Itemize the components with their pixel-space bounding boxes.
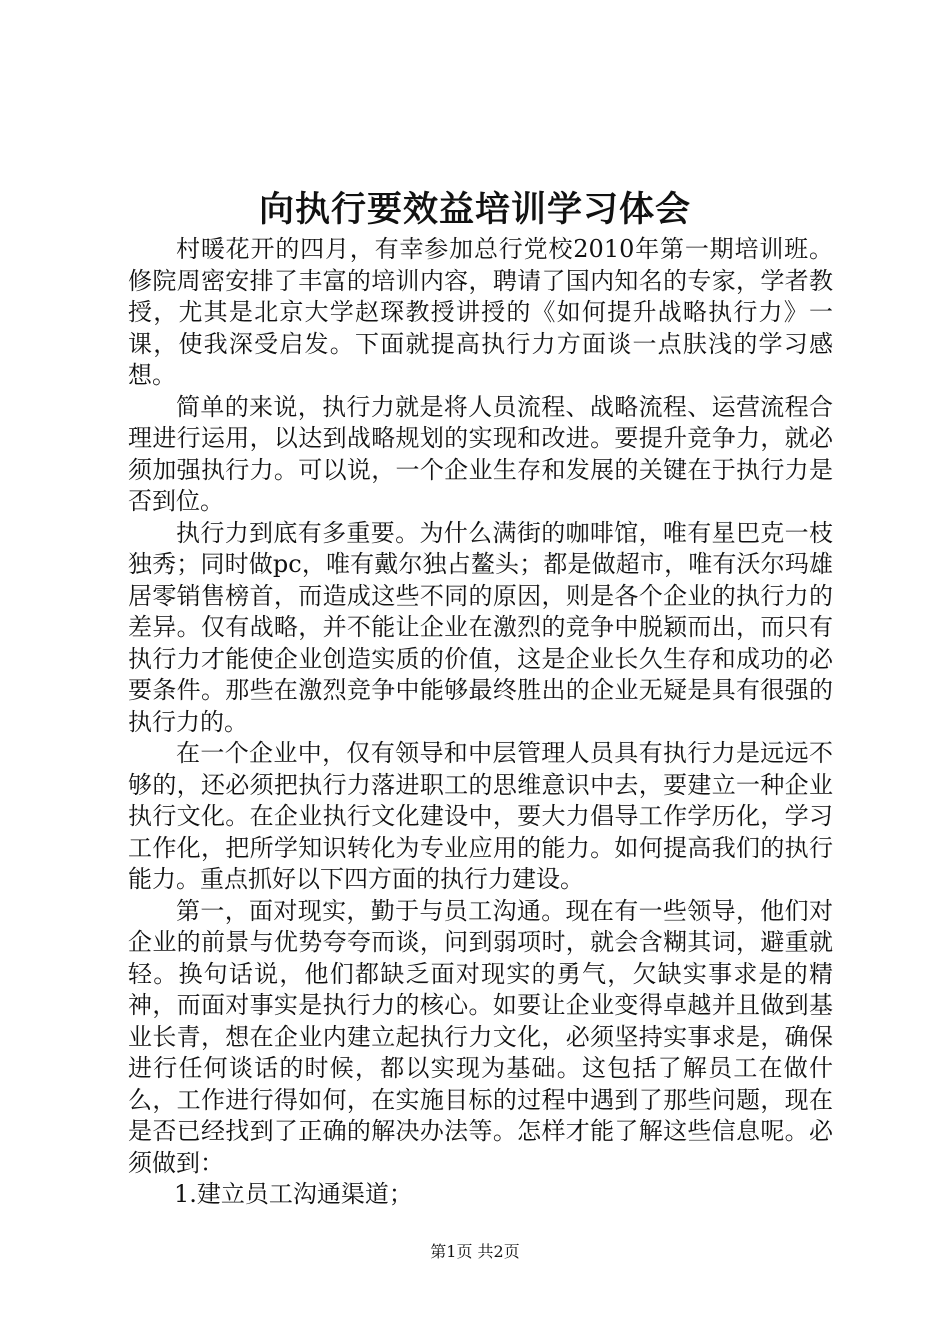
document-body xyxy=(128,234,833,1211)
document-title: 向执行要效益培训学习体会 xyxy=(258,189,691,230)
paragraph-culture: 在一个企业中，仅有领导和中层管理人员具有执行力是远远不够的，还必须把执行力落进职工的思维意识中去，要建立一种企业执行文化。在企业执行文化建设中，要大力倡导工作学历化，学习工作化，把所学知识转化为专业应用的能力。如何提高我们的执行能力。重点抓好以下四方面的执行力建设。 xyxy=(128,739,833,893)
paragraph-importance: 执行力到底有多重要。为什么满街的咖啡馆，唯有星巴克一枝独秀；同时做pc，唯有戴尔独占鳌头；都是做超市，唯有沃尔玛雄居零销售榜首，而造成这些不同的原因，则是各个企业的执行力的差异。仅有战略，并不能让企业在激烈的竞争中脱颖而出，而只有执行力才能使企业创造实质的价值，这是企业长久生存和成功的必要条件。那些在激烈竞争中能够最终胜出的企业无疑是具有很强的执行力的。 xyxy=(128,518,833,736)
page-number-footer: 第1页 共2页 xyxy=(430,1242,520,1261)
paragraph-first-point: 第一，面对现实，勤于与员工沟通。现在有一些领导，他们对企业的前景与优势夸夸而谈，问到弱项时，就会含糊其词，避重就轻。换句话说，他们都缺乏面对现实的勇气，欠缺实事求是的精神，而面对事实是执行力的核心。如要让企业变得卓越并且做到基业长青，想在企业内建立起执行力文化，必须坚持实事求是，确保进行任何谈话的时候，都以实现为基础。这包括了解员工在做什么，工作进行得如何，在实施目标的过程中遇到了那些问题，现在是否已经找到了正确的解决办法等。怎样才能了解这些信息呢。必须做到： xyxy=(128,896,833,1177)
paragraph-intro: 村暖花开的四月，有幸参加总行党校2010年第一期培训班。修院周密安排了丰富的培训内容，聘请了国内知名的专家，学者教授，尤其是北京大学赵琛教授讲授的《如何提升战略执行力》一课，使我深受启发。下面就提高执行力方面谈一点肤浅的学习感想。 xyxy=(128,235,833,389)
paragraph-definition: 简单的来说，执行力就是将人员流程、战略流程、运营流程合理进行运用，以达到战略规划的实现和改进。要提升竞争力，就必须加强执行力。可以说，一个企业生存和发展的关键在于执行力是否到位。 xyxy=(128,392,833,515)
list-item: 1.建立员工沟通渠道； xyxy=(174,1180,413,1208)
